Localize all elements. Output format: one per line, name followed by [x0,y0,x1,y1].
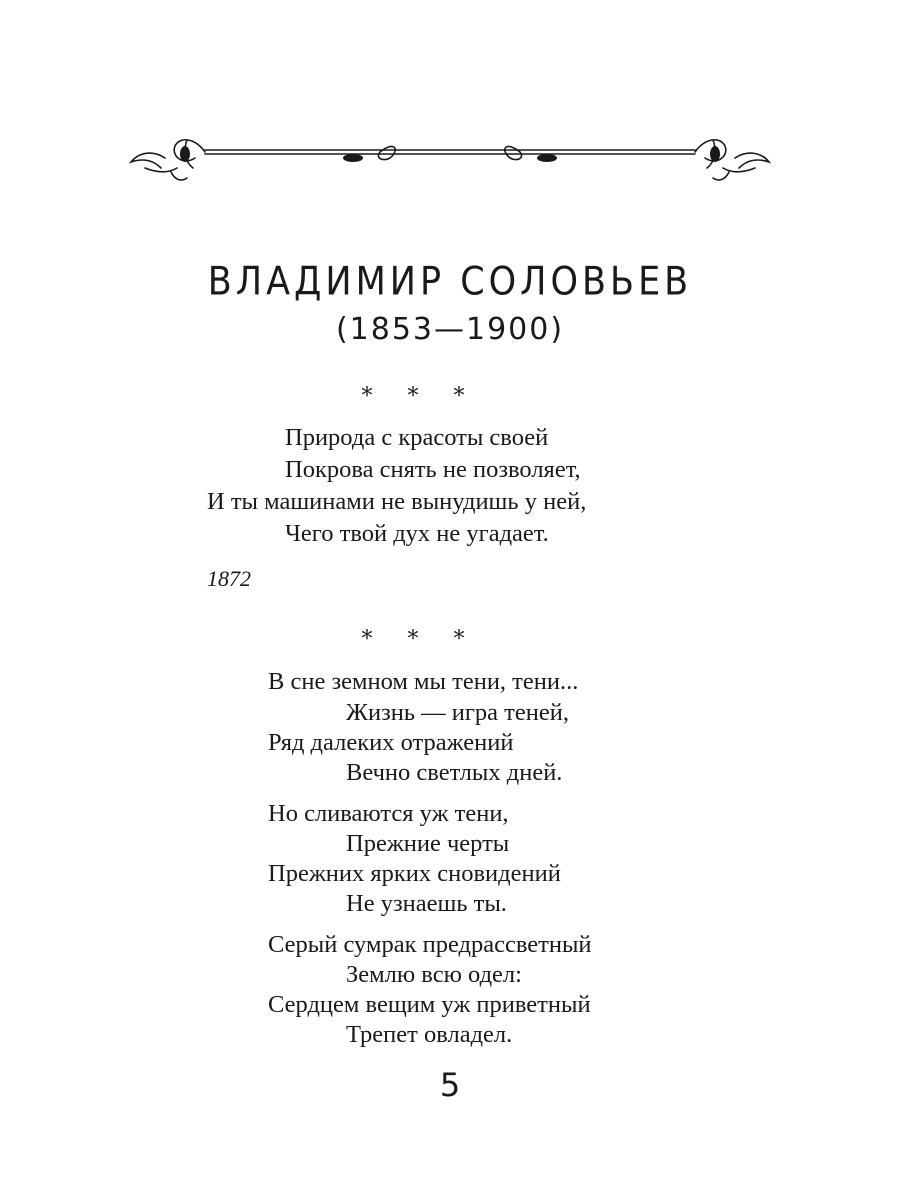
poem-line: Вечно светлых дней. [346,759,563,786]
poem-separator: * * * [361,384,479,409]
poem-line: Не узнаешь ты. [346,890,507,917]
poem-line: Землю всю одел: [346,961,522,988]
poem-line: Серый сумрак предрассветный [268,931,592,958]
poem-line: Природа с красоты своей [285,424,549,451]
author-name: ВЛАДИМИР СОЛОВЬЕВ [207,259,693,305]
page-number: 5 [439,1066,461,1104]
poem-line: Ряд далеких отражений [268,729,514,756]
poem-line: Чего твой дух не угадает. [285,520,549,547]
poem-date: 1872 [207,566,251,591]
poem-line: И ты машинами не вынудишь у ней, [207,488,587,515]
poem-line: В сне земном мы тени, тени... [268,668,579,695]
poem-line: Жизнь — игра теней, [346,699,569,726]
poem-separator: * * * [361,627,479,652]
poem-line: Сердцем вещим уж приветный [268,991,591,1018]
poem-line: Трепет овладел. [346,1021,513,1048]
poem-line: Но сливаются уж тени, [268,800,509,827]
author-years: (1853—1900) [335,312,565,347]
decorative-ornament [125,128,775,188]
poem-line: Прежние черты [346,830,510,857]
poem-line: Покрова снять не позволяет, [285,456,581,483]
poem-line: Прежних ярких сновидений [268,860,561,887]
